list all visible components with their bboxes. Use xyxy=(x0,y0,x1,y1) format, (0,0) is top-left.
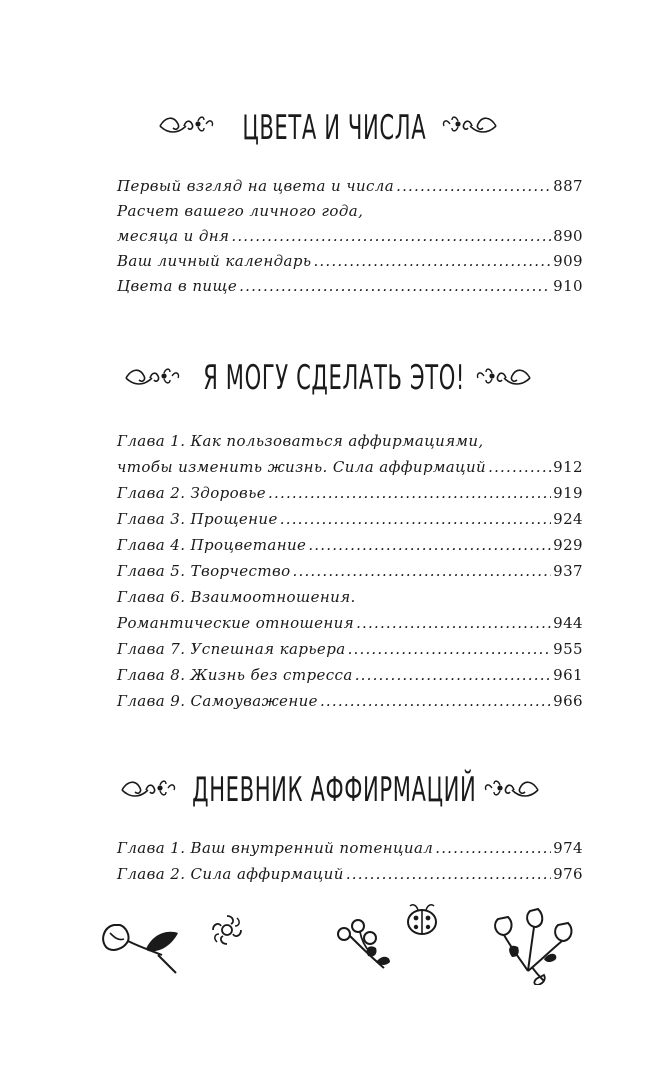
toc-entry[interactable]: Глава 7. Успешная карьера ..... 955 xyxy=(117,635,583,659)
toc-entry[interactable]: Глава 9. Самоуважение ..... 966 xyxy=(117,687,583,711)
section-title-text: ДНЕВНИК АФФИРМАЦИЙ xyxy=(191,769,477,810)
section-title-text: ЦВЕТА И ЧИСЛА xyxy=(242,107,426,148)
tulip-flower-icon xyxy=(96,915,186,975)
section-title xyxy=(0,768,668,810)
flourish-ornament-right xyxy=(440,112,500,136)
toc-entry[interactable]: Глава 2. Сила аффирмаций ..... 976 xyxy=(117,860,583,884)
toc-entry[interactable]: Романтические отношения ..... 944 xyxy=(117,609,583,633)
section-title xyxy=(0,356,668,398)
toc-entry[interactable]: Глава 1. Как пользоваться аффирмациями, xyxy=(117,432,484,450)
toc-entry[interactable]: Глава 6. Взаимоотношения. xyxy=(117,588,356,606)
toc-entry[interactable]: чтобы изменить жизнь. Сила аффирмаций ..... 912 xyxy=(117,453,583,477)
flourish-ornament-right xyxy=(474,364,534,388)
section-title xyxy=(0,106,668,148)
section-title-text: Я МОГУ СДЕЛАТЬ ЭТО! xyxy=(203,357,465,398)
toc-entry[interactable]: Первый взгляд на цвета и числа ..... 887 xyxy=(117,172,583,196)
ladybug-icon xyxy=(400,900,444,940)
toc-entry[interactable]: Расчет вашего личного года, xyxy=(117,202,364,220)
flourish-ornament-right xyxy=(482,776,542,800)
toc-entry[interactable]: Глава 1. Ваш внутренний потенциал ..... 974 xyxy=(117,834,583,858)
toc-entry[interactable]: Цвета в пище ..... 910 xyxy=(117,272,583,296)
toc-entry[interactable]: Глава 2. Здоровье ..... 919 xyxy=(117,479,583,503)
tulip-bouquet-icon xyxy=(488,905,580,985)
toc-entry[interactable]: Глава 3. Прощение ..... 924 xyxy=(117,505,583,529)
berry-sprig-icon xyxy=(330,912,400,972)
toc-entry[interactable]: Глава 8. Жизнь без стресса ..... 961 xyxy=(117,661,583,685)
toc-entry[interactable]: месяца и дня ..... 890 xyxy=(117,222,583,246)
toc-entry[interactable]: Глава 4. Процветание ..... 929 xyxy=(117,531,583,555)
toc-entry[interactable]: Глава 5. Творчество ..... 937 xyxy=(117,557,583,581)
swirl-flower-icon xyxy=(207,910,247,950)
toc-entry[interactable]: Ваш личный календарь ..... 909 xyxy=(117,247,583,271)
